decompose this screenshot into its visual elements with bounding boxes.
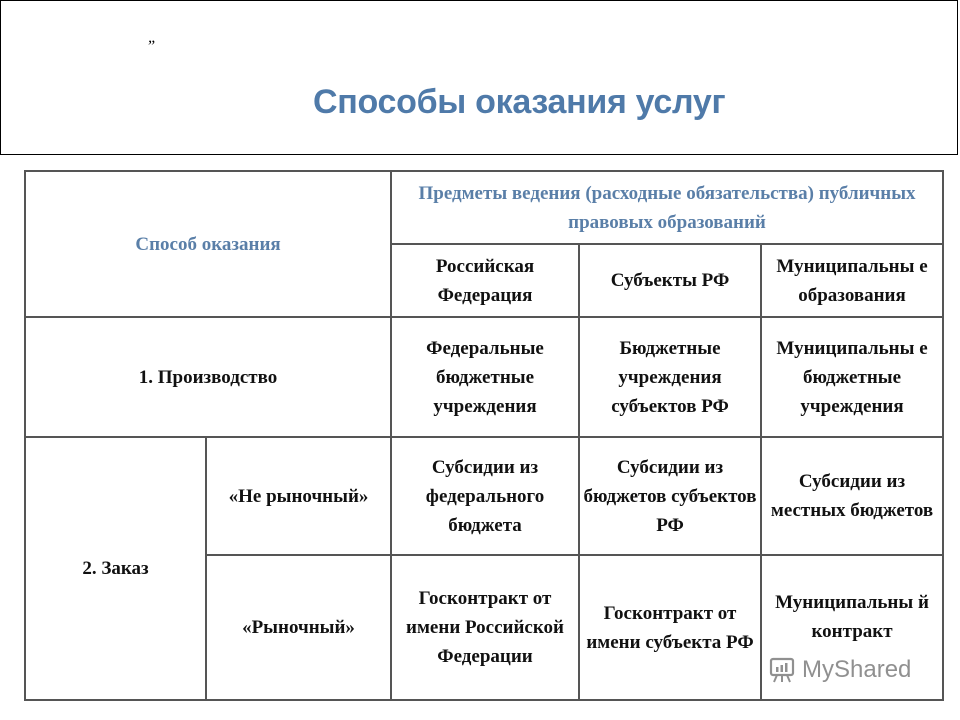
watermark-text: MyShared bbox=[802, 656, 912, 683]
row-subtype-nonmarket: «Не рыночный» bbox=[206, 437, 391, 555]
row-method-production: 1. Производство bbox=[25, 317, 391, 437]
header-method: Способ оказания bbox=[25, 171, 391, 317]
row-subtype-market: «Рыночный» bbox=[206, 555, 391, 700]
header-col-municipal: Муниципальны е образования bbox=[761, 244, 943, 317]
title-frame bbox=[0, 0, 958, 155]
cell: Муниципальны е бюджетные учреждения bbox=[761, 317, 943, 437]
cell: Муниципальны й контракт bbox=[761, 555, 943, 700]
row-method-order: 2. Заказ bbox=[25, 437, 206, 700]
cell: Федеральные бюджетные учреждения bbox=[391, 317, 579, 437]
cell: Госконтракт от имени субъекта РФ bbox=[579, 555, 761, 700]
table-row bbox=[25, 437, 943, 555]
stray-quote-mark: „ bbox=[148, 29, 157, 46]
cell: Бюджетные учреждения субъектов РФ bbox=[579, 317, 761, 437]
services-table bbox=[24, 170, 944, 701]
cell: Субсидии из федерального бюджета bbox=[391, 437, 579, 555]
slide-title: Способы оказания услуг bbox=[313, 83, 726, 121]
header-col-subjects: Субъекты РФ bbox=[579, 244, 761, 317]
presentation-board-icon bbox=[768, 656, 796, 684]
cell: Госконтракт от имени Российской Федерации bbox=[391, 555, 579, 700]
header-subjects: Предметы ведения (расходные обязательства) публичных правовых образований bbox=[391, 171, 943, 244]
table-row bbox=[25, 317, 943, 437]
cell: Субсидии из бюджетов субъектов РФ bbox=[579, 437, 761, 555]
watermark bbox=[768, 656, 911, 684]
cell: Субсидии из местных бюджетов bbox=[761, 437, 943, 555]
header-col-rf: Российская Федерация bbox=[391, 244, 579, 317]
